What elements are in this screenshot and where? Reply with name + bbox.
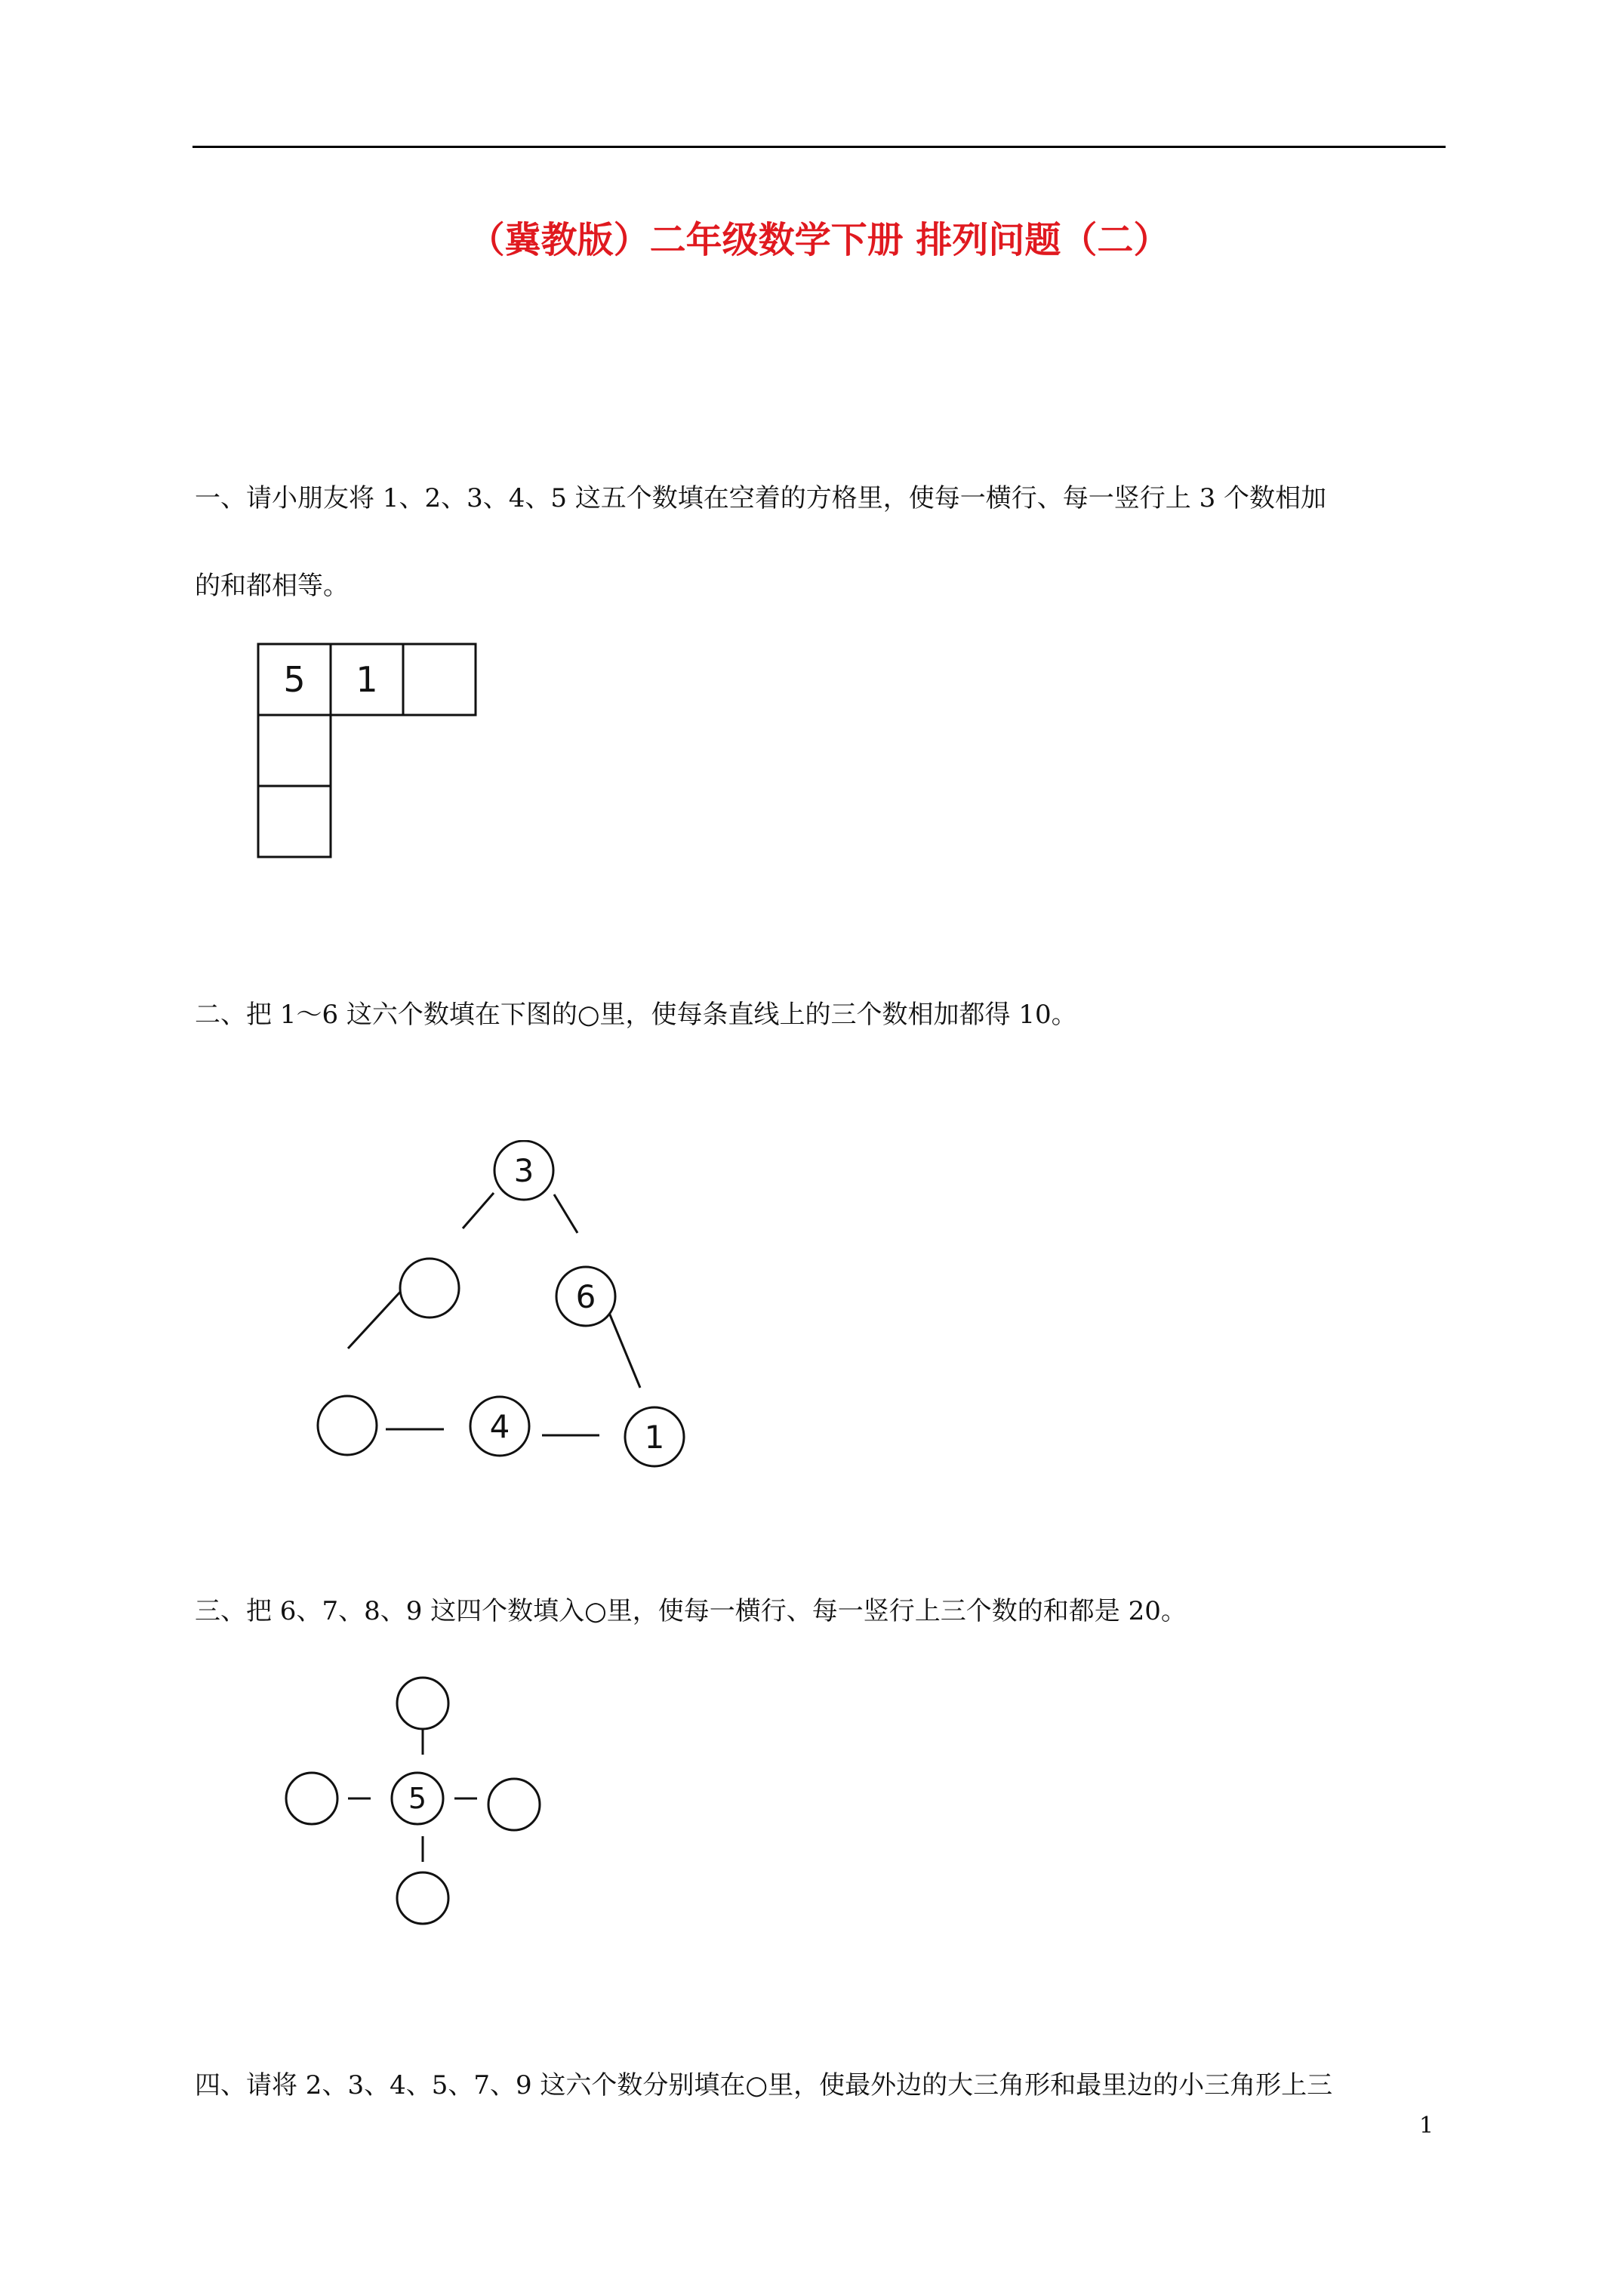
question-3-text: 三、把 6、7、8、9 这四个数填入○里，使每一横行、每一竖行上三个数的和都是 20。	[195, 1596, 1187, 1626]
grid-cell-4	[258, 715, 331, 786]
question-4-text: 四、请将 2、3、4、5、7、9 这六个数分别填在○里，使最外边的大三角形和最里边的小三角形上三	[195, 2070, 1333, 2100]
triangle-edge-line	[463, 1193, 494, 1228]
page-number: 1	[1419, 2113, 1434, 2139]
triangle-edge-line	[348, 1290, 402, 1348]
circle-value: 6	[575, 1278, 596, 1315]
circle-value: 4	[489, 1408, 510, 1445]
header-rule	[192, 146, 1446, 148]
number-circle	[488, 1779, 540, 1830]
number-circle	[400, 1259, 459, 1318]
grid-cell-5	[258, 786, 331, 857]
triangle-edge-line	[554, 1194, 577, 1233]
number-circle	[286, 1773, 337, 1824]
number-circle	[397, 1872, 448, 1924]
grid-cell-1-value: 5	[283, 659, 306, 700]
number-circle	[318, 1396, 377, 1455]
circle-value: 5	[408, 1782, 427, 1815]
page-title: （冀教版）二年级数学下册 排列问题（二）	[468, 219, 1170, 261]
cross-figure	[255, 1669, 572, 1940]
question-1-text: 一、请小朋友将 1、2、3、4、5 这五个数填在空着的方格里，使每一横行、每一竖行上 3 个数相加	[195, 483, 1327, 513]
number-circle	[397, 1678, 448, 1729]
grid-figure	[255, 639, 482, 865]
grid-cell-3	[403, 644, 476, 715]
question-1-text-cont: 的和都相等。	[195, 571, 349, 601]
grid-cell-2-value: 1	[356, 659, 378, 700]
circle-value: 3	[513, 1152, 534, 1189]
circle-value: 1	[644, 1419, 665, 1456]
question-2-text: 二、把 1～6 这六个数填在下图的○里，使每条直线上的三个数相加都得 10。	[195, 1000, 1077, 1030]
triangle-figure	[255, 1140, 708, 1487]
